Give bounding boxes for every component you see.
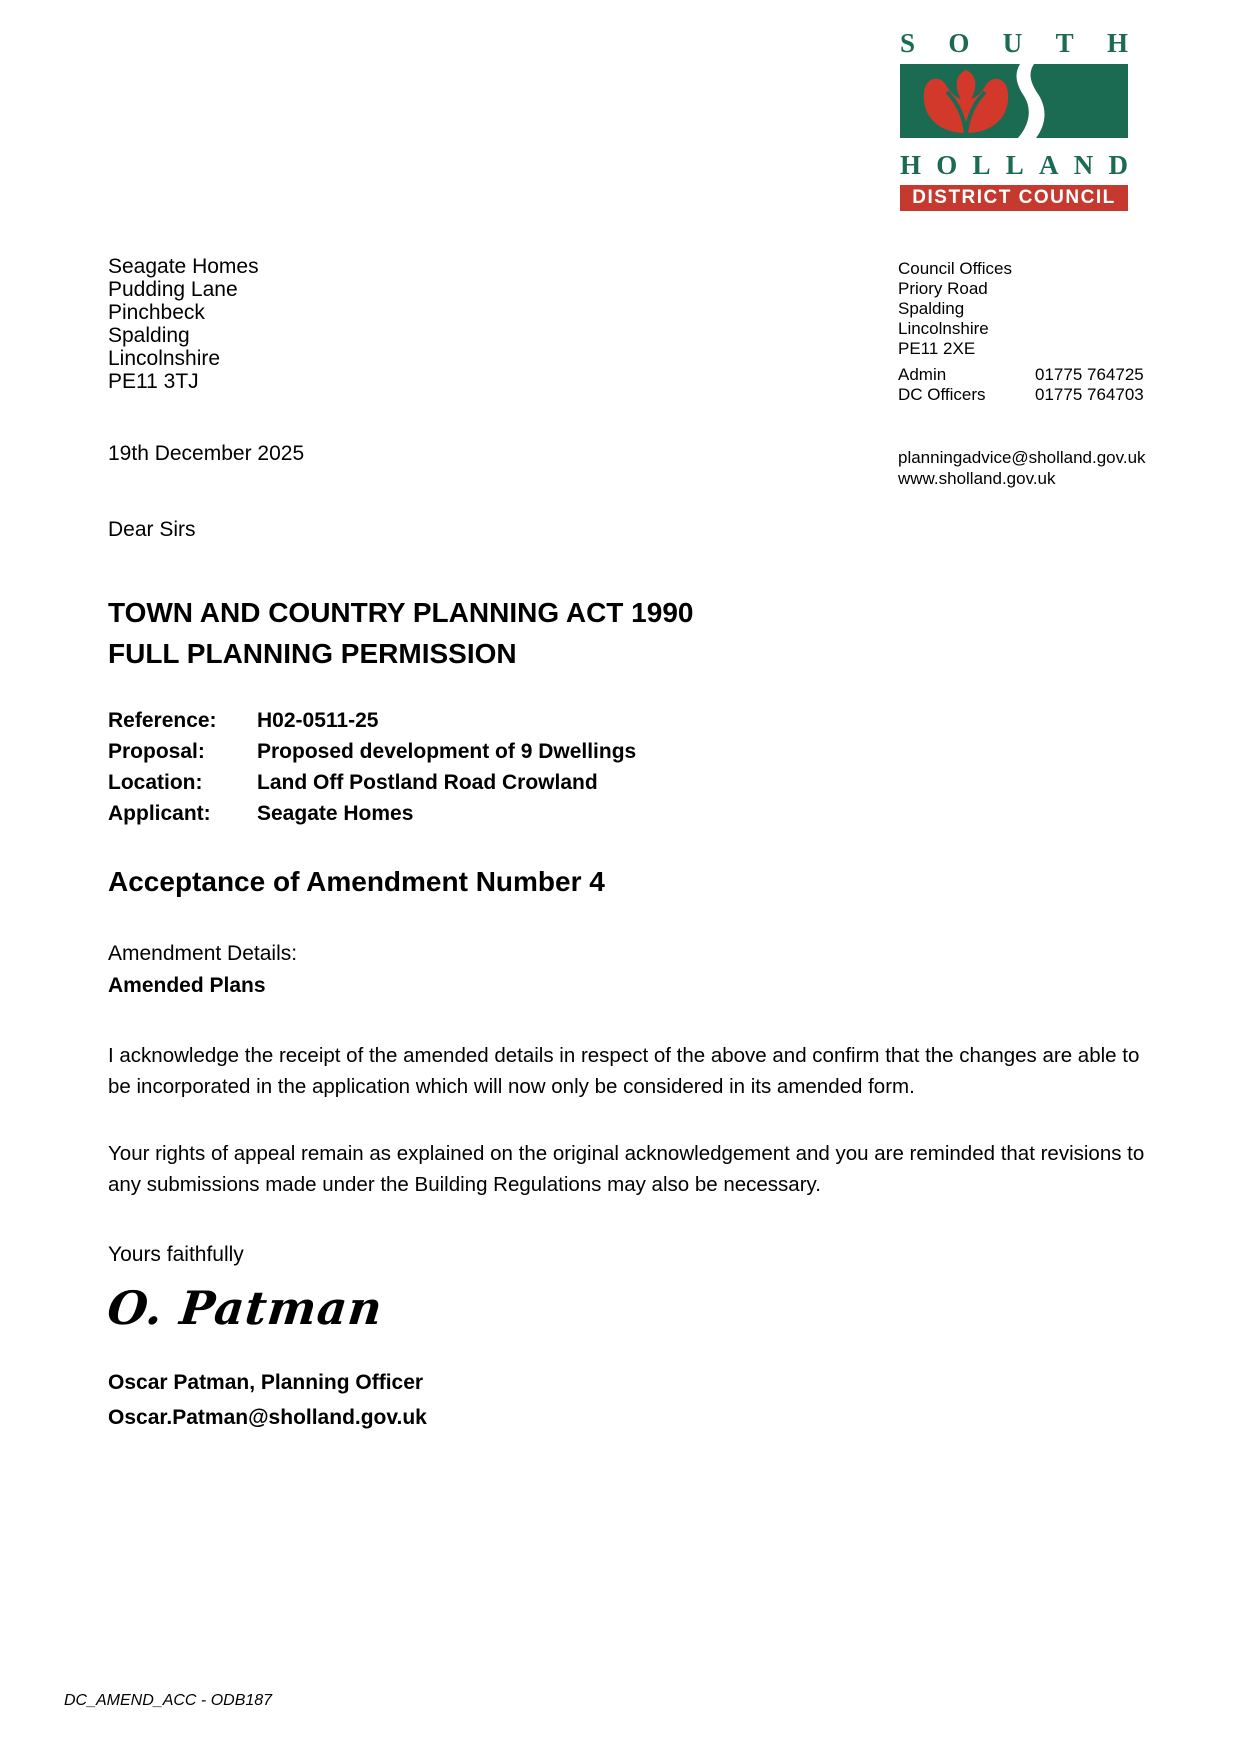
logo-letter: D <box>1108 150 1128 180</box>
closing-line: Yours faithfully <box>108 1243 244 1266</box>
logo-letter: H <box>1106 28 1128 58</box>
amendment-details-value: Amended Plans <box>108 974 266 997</box>
amendment-details-label: Amendment Details: <box>108 942 298 965</box>
logo-letter: S <box>900 28 916 58</box>
body-paragraph: I acknowledge the receipt of the amended details in respect of the above and confirm that the changes are able to be incorporated in the application which will now only be considered in its amended form. <box>108 1044 1140 1098</box>
council-logo <box>900 30 1128 211</box>
logo-letter: O <box>936 150 958 180</box>
tulip-flame-icon <box>900 64 1128 138</box>
council-address-line: Spalding <box>898 299 965 318</box>
logo-letter: N <box>1073 150 1094 180</box>
reference-value: Land Off Postland Road Crowland <box>257 771 598 794</box>
recipient-address-line: PE11 3TJ <box>108 370 199 393</box>
council-address <box>898 259 1012 359</box>
document-title-line1: TOWN AND COUNTRY PLANNING ACT 1990 <box>108 597 694 628</box>
contact-label: Admin <box>898 365 947 384</box>
document-footer-code: DC_AMEND_ACC - ODB187 <box>64 1692 273 1709</box>
reference-label: Reference: <box>108 709 217 732</box>
logo-word-holland <box>900 152 1128 178</box>
recipient-address-line: Pudding Lane <box>108 278 238 301</box>
logo-letter: O <box>948 28 970 58</box>
recipient-address-line: Spalding <box>108 324 190 347</box>
council-website: www.sholland.gov.uk <box>898 469 1056 488</box>
logo-word-south <box>900 30 1128 56</box>
signatory-block <box>108 1365 427 1435</box>
contact-label: DC Officers <box>898 385 986 404</box>
reference-label: Applicant: <box>108 802 211 825</box>
council-contacts <box>898 365 1148 405</box>
handwritten-signature: O. Patman <box>105 1281 386 1335</box>
reference-value: H02-0511-25 <box>257 709 379 732</box>
contact-row <box>898 385 1148 405</box>
council-address-line: Priory Road <box>898 279 988 298</box>
body-paragraph: Your rights of appeal remain as explained on the original acknowledgement and you are reminded that revisions to any submissions made under the Building Regulations may also be necessary. <box>108 1142 1145 1196</box>
recipient-address <box>108 255 259 393</box>
council-address-line: PE11 2XE <box>898 339 976 358</box>
section-heading: Acceptance of Amendment Number 4 <box>108 866 605 897</box>
logo-letter: L <box>1005 150 1024 180</box>
reference-label: Location: <box>108 771 203 794</box>
contact-phone: 01775 764703 <box>1035 385 1144 404</box>
recipient-address-line: Seagate Homes <box>108 255 259 278</box>
contact-phone: 01775 764725 <box>1035 365 1144 384</box>
reference-row <box>108 767 636 798</box>
council-web-contacts <box>898 447 1146 489</box>
reference-row <box>108 736 636 767</box>
logo-artwork <box>900 64 1128 143</box>
document-title-line2: FULL PLANNING PERMISSION <box>108 638 517 669</box>
logo-letter: A <box>1039 150 1059 180</box>
document-title <box>108 592 693 674</box>
reference-row <box>108 705 636 736</box>
logo-letter: H <box>900 150 922 180</box>
logo-letter: T <box>1055 28 1074 58</box>
recipient-address-line: Pinchbeck <box>108 301 205 324</box>
logo-letter: L <box>972 150 991 180</box>
amendment-details <box>108 938 297 1002</box>
council-address-line: Lincolnshire <box>898 319 989 338</box>
reference-value: Proposed development of 9 Dwellings <box>257 740 637 763</box>
logo-letter: U <box>1002 28 1023 58</box>
contact-row <box>898 365 1148 385</box>
council-address-line: Council Offices <box>898 259 1013 278</box>
salutation: Dear Sirs <box>108 518 196 541</box>
recipient-address-line: Lincolnshire <box>108 347 221 370</box>
signatory-name: Oscar Patman, Planning Officer <box>108 1371 424 1394</box>
letter-date: 19th December 2025 <box>108 442 305 465</box>
logo-banner: DISTRICT COUNCIL <box>900 185 1128 211</box>
reference-table <box>108 705 636 829</box>
council-email: planningadvice@sholland.gov.uk <box>898 448 1146 467</box>
signatory-email: Oscar.Patman@sholland.gov.uk <box>108 1406 427 1429</box>
reference-row <box>108 798 636 829</box>
reference-label: Proposal: <box>108 740 205 763</box>
reference-value: Seagate Homes <box>257 802 414 825</box>
